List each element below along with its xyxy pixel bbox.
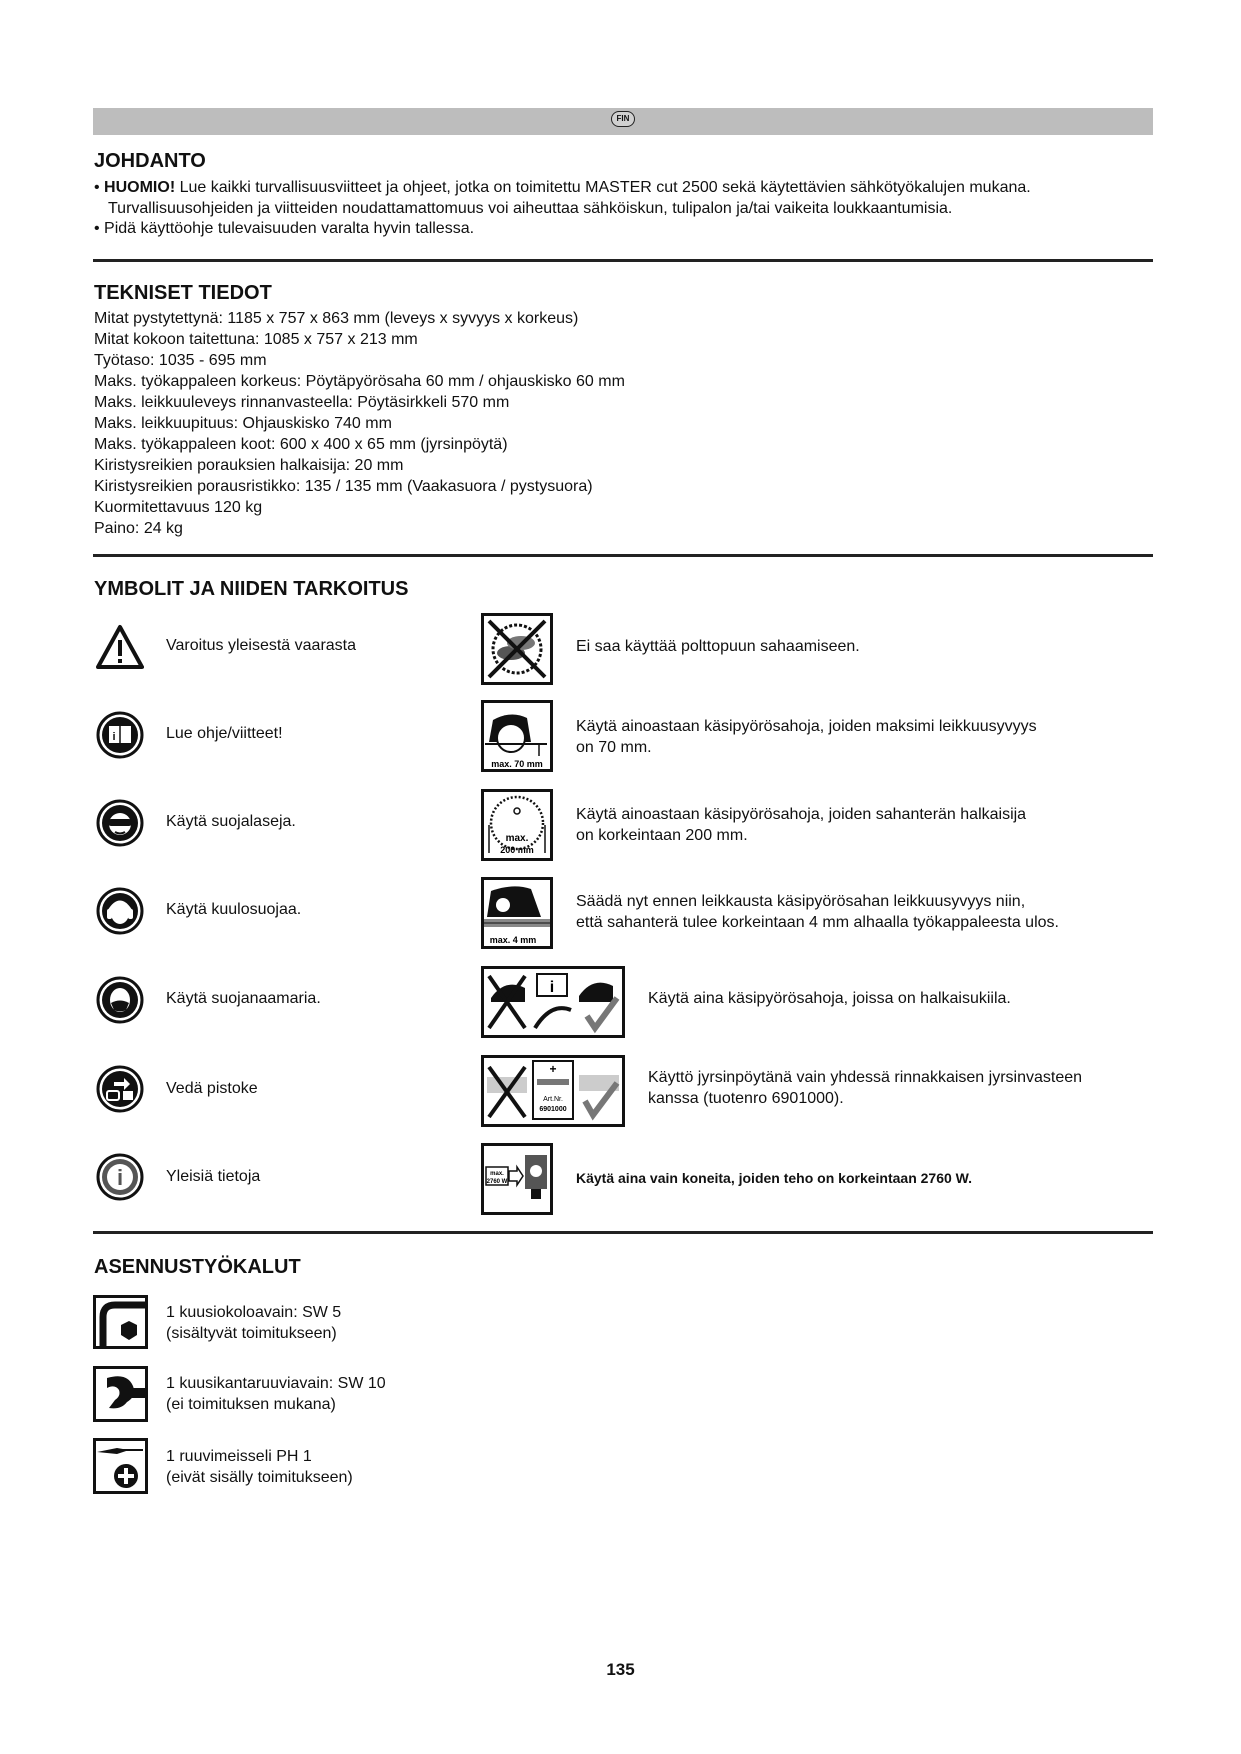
dust-mask-icon (96, 976, 144, 1024)
spec-line: Maks. työkappaleen koot: 600 x 400 x 65 mm (jyrsinpöytä) (94, 436, 508, 453)
header-bar (93, 108, 1153, 135)
bullet-dot: • (94, 179, 105, 196)
spec-line: Mitat pystytettynä: 1185 x 757 x 863 mm (leveys x syvyys x korkeus) (94, 310, 579, 327)
blade-diameter-icon (481, 789, 553, 861)
read-manual-icon (96, 711, 144, 759)
symbol-description: Käyttö jyrsinpöytänä vain yhdessä rinnakkaisen jyrsinvasteen (648, 1069, 1083, 1086)
icon-text: max. 70 mm (491, 759, 543, 769)
info-icon (96, 1153, 144, 1201)
symbol-description: Säädä nyt ennen leikkausta käsipyörösahan leikkuusyvyys niin, (576, 893, 1026, 910)
tool-note: (ei toimituksen mukana) (166, 1396, 336, 1413)
tools-title: ASENNUSTYÖKALUT (94, 1256, 301, 1278)
icon-text: 6901000 (539, 1106, 567, 1113)
intro-title: JOHDANTO (94, 150, 206, 172)
max-cut-depth-icon (481, 700, 553, 772)
spec-line: Paino: 24 kg (94, 520, 183, 537)
warning-triangle-icon (96, 624, 144, 670)
symbol-description: että sahanterä tulee korkeintaan 4 mm alhaalla työkappaleesta ulos. (576, 914, 1059, 931)
intro-bullet-2-text: Pidä käyttöohje tulevaisuuden varalta hyvin tallessa. (104, 220, 475, 237)
icon-text: max. 4 mm (489, 935, 537, 945)
tool-name: 1 kuusikantaruuviavain: SW 10 (166, 1375, 386, 1392)
specs-list (94, 308, 625, 539)
symbol-description: Käytä ainoastaan käsipyörösahoja, joiden maksimi leikkuusyvyys (576, 718, 1037, 735)
icon-text: 200 mm (500, 845, 534, 855)
spec-line: Maks. työkappaleen korkeus: Pöytäpyörösaha 60 mm / ohjauskisko 60 mm (94, 373, 625, 390)
riving-knife-icon (481, 966, 625, 1038)
section-divider (93, 1231, 1153, 1234)
bullet-dot: • (94, 220, 105, 237)
symbol-label: Vedä pistoke (166, 1080, 258, 1097)
section-divider (93, 554, 1153, 557)
tool-note: (sisältyvät toimitukseen) (166, 1325, 337, 1342)
blade-protrusion-icon (481, 877, 553, 949)
symbol-description: on korkeintaan 200 mm. (576, 827, 748, 844)
screwdriver-icon (93, 1438, 148, 1494)
symbol-label: Yleisiä tietoja (166, 1168, 261, 1185)
no-firewood-icon (481, 613, 553, 685)
max-power-icon (481, 1143, 553, 1215)
specs-title: TEKNISET TIEDOT (94, 282, 272, 304)
svg-text:i: i (112, 731, 116, 743)
symbol-description: Ei saa käyttää polttopuun sahaamiseen. (576, 638, 860, 655)
symbols-title: YMBOLIT JA NIIDEN TARKOITUS (94, 578, 409, 600)
spec-line: Maks. leikkuupituus: Ohjauskisko 740 mm (94, 415, 392, 432)
tool-note: (eivät sisälly toimitukseen) (166, 1469, 353, 1486)
svg-text:i: i (549, 979, 555, 996)
intro-bullet-1-text: Lue kaikki turvallisuusviitteet ja ohjeet, jotka on toimitettu MASTER cut 2500 sekä käytettävien sähkötyökalujen mukana. (175, 179, 1031, 196)
spec-line: Kiristysreikien porausristikko: 135 / 135 mm (Vaakasuora / pystysuora) (94, 478, 593, 495)
icon-text: 2760 W (486, 1179, 508, 1185)
hex-key-icon (93, 1295, 148, 1349)
symbol-description: Käytä aina vain koneita, joiden teho on korkeintaan 2760 W. (576, 1170, 973, 1186)
intro-bullet-2 (94, 218, 474, 239)
safety-glasses-icon (96, 799, 144, 847)
symbol-label: Käytä kuulosuojaa. (166, 901, 302, 918)
svg-text:+: + (549, 1062, 557, 1076)
tool-name: 1 ruuvimeisseli PH 1 (166, 1448, 312, 1465)
spec-line: Kiristysreikien porauksien halkaisija: 20 mm (94, 457, 404, 474)
intro-warning-label: HUOMIO! (104, 179, 176, 196)
spec-line: Mitat kokoon taitettuna: 1085 x 757 x 213 mm (94, 331, 418, 348)
symbol-description: Käytä aina käsipyörösahoja, joissa on halkaisukiila. (648, 990, 1011, 1007)
symbol-description: on 70 mm. (576, 739, 652, 756)
section-divider (93, 259, 1153, 262)
unplug-icon (96, 1065, 144, 1113)
symbol-label: Varoitus yleisestä vaarasta (166, 637, 357, 654)
icon-text: max. (490, 1171, 504, 1177)
intro-bullet-1 (94, 177, 1031, 198)
spec-line: Kuormitettavuus 120 kg (94, 499, 263, 516)
symbol-label: Käytä suojalaseja. (166, 813, 296, 830)
wrench-icon (93, 1366, 148, 1422)
router-table-fence-icon (481, 1055, 625, 1127)
spec-line: Maks. leikkuuleveys rinnanvasteella: Pöytäsirkkeli 570 mm (94, 394, 510, 411)
spec-line: Työtaso: 1035 - 695 mm (94, 352, 267, 369)
tool-name: 1 kuusiokoloavain: SW 5 (166, 1304, 342, 1321)
symbol-label: Lue ohje/viitteet! (166, 725, 283, 742)
language-badge: FIN (611, 111, 635, 127)
symbol-label: Käytä suojanaamaria. (166, 990, 321, 1007)
intro-bullet-1-cont: Turvallisuusohjeiden ja viitteiden noudattamattomuus voi aiheuttaa sähköiskun, tulipalon ja/tai vaikeita loukkaantumisia. (108, 200, 953, 217)
svg-text:i: i (116, 1165, 124, 1190)
symbol-description: Käytä ainoastaan käsipyörösahoja, joiden sahanterän halkaisija (576, 806, 1027, 823)
symbol-description: kanssa (tuotenro 6901000). (648, 1090, 844, 1107)
icon-text: max. (505, 833, 529, 844)
icon-text: Art.Nr. (543, 1096, 563, 1103)
hearing-protection-icon (96, 887, 144, 935)
page-number: 135 (606, 1660, 635, 1679)
